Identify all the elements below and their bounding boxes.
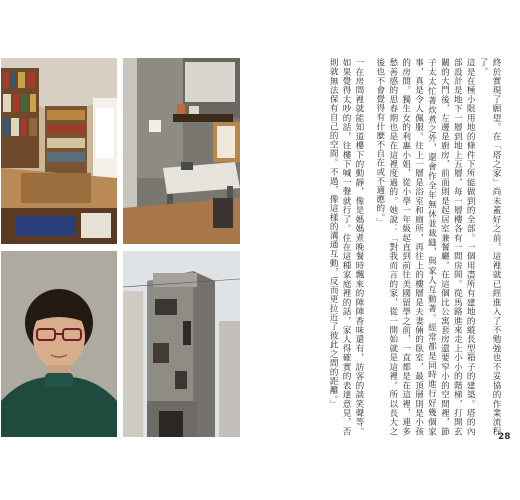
portrait-photo [1, 251, 117, 437]
vertical-body-text [256, 58, 502, 436]
bookshelf-interior-photo [1, 58, 117, 244]
building-exterior-photo [123, 251, 240, 437]
paragraph-2: 這是在極小限用地的條件下所能做到的全部。一個用盡所有建地的縱長型箱子的建築。塔的內部設計是地下一層到地上五層，每一層樓各有一間房間。從馬路進來走上小小的階梯，打開玄關的大門後，左邊是廚房，前面則是起居室兼餐廳。在這個比公寓套房還要窄小的空間裡，節子太太忙著炊煮之外，還會作全年無休並裁縫，與家人互動著。經常都是同時進行好幾個家事，真是令人佩服。往上一層是浴室和廁所，再往上的樓層是夫妻倆的臥室，最頂層則是小孩的房間。獨生女的利惠小姐，從小學一年級起直到前往美國留學之前，一直都是在這裡，連多愁善感的思春期也是在這裡度過的。她說：「對我而言的家，從一開始就是這裡。所以長大之後也不會覺得有什麼不自在或不適應的。」 [374, 58, 476, 436]
paragraph-1: 終於實現了願望。在「塔之家」尚未蓋好之前，這裡就已經進入了不勉強也不妥協的作業流程了。 [478, 58, 501, 436]
page-number: 28 [498, 432, 511, 442]
paragraph-3: 一在房間裡就能知道樓下的動靜，像是媽媽煮晚餐時飄來的陣陣香味還有，訪客的談笑聲等。如果覺得太吵的話，往樓下喊一聲就行了。住在這種家庭裡的話，家人得確實的表達意見，否則就無法保有自己的空間。不過，像這樣的溝通互動，反而更拉近了彼此之間的距離。」 [328, 58, 364, 436]
kitchen-dining-photo [123, 58, 240, 244]
